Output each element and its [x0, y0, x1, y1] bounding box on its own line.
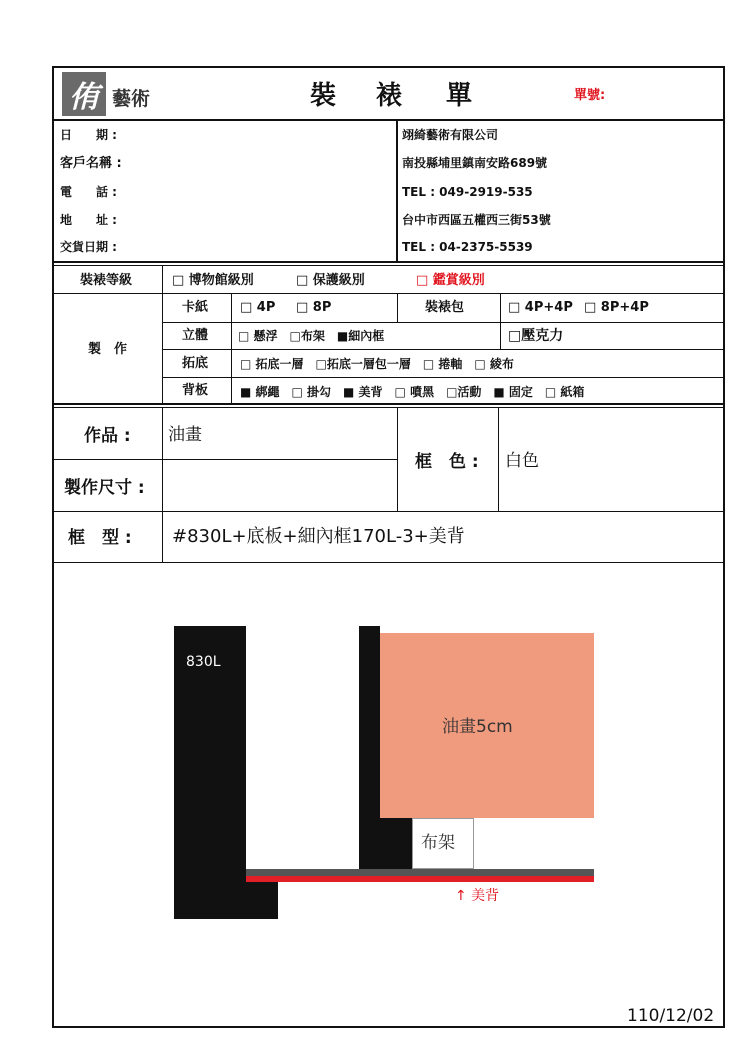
date-label: 日 期 : — [60, 128, 117, 142]
frame-color-label: 框 色 : — [415, 452, 479, 472]
logo-text: 藝術 — [112, 88, 151, 110]
company-name: 翊綺藝術有限公司 — [402, 128, 499, 142]
divider — [52, 407, 725, 408]
phone-label: 電 話 : — [60, 185, 117, 199]
pack-label: 裝裱包 — [425, 300, 465, 315]
form-title-char-1: 裝 — [310, 81, 337, 111]
cloth-label: 布架 — [421, 833, 455, 853]
divider — [162, 349, 725, 350]
acrylic-option[interactable]: □壓克力 — [508, 328, 564, 344]
card-option-4p[interactable]: □ 4P — [240, 300, 276, 315]
artwork-value[interactable]: 油畫 — [168, 425, 202, 445]
frame-830l-foot — [246, 880, 278, 919]
address-label: 地 址 : — [60, 213, 117, 227]
frame-type-label: 框 型 : — [68, 528, 132, 548]
divider — [52, 119, 725, 121]
divider — [162, 322, 725, 323]
back-label: 背板 — [182, 383, 209, 398]
card-label: 卡紙 — [182, 300, 209, 315]
customer-label: 客戶名稱 : — [60, 156, 122, 171]
divider — [162, 408, 163, 563]
divider — [52, 293, 725, 294]
logo-mark: 侑 — [62, 72, 106, 116]
divider — [52, 261, 725, 263]
divider — [52, 511, 725, 512]
card-option-8p[interactable]: □ 8P — [296, 300, 332, 315]
company-address-2: 台中市西區五權西三街53號 — [402, 213, 551, 227]
rubbing-options[interactable]: □ 拓底一層 □拓底一層包一層 □ 捲軸 □ 綾布 — [240, 357, 514, 371]
divider — [397, 408, 398, 512]
frame-type-value[interactable]: #830L+底板+細內框170L-3+美背 — [172, 526, 465, 547]
painting-label: 油畫5cm — [442, 717, 513, 737]
form-title-char-3: 單 — [446, 81, 473, 111]
grade-option-appreciation[interactable]: □ 鑑賞級別 — [416, 273, 485, 288]
divider — [397, 294, 398, 322]
divider — [498, 408, 499, 512]
delivery-date-label: 交貨日期 : — [60, 240, 117, 254]
company-address-1: 南投縣埔里鎮南安路689號 — [402, 156, 548, 170]
divider — [162, 265, 163, 404]
divider — [52, 459, 398, 460]
grade-option-museum[interactable]: □ 博物館級別 — [172, 273, 254, 288]
inner-frame-profile — [359, 626, 380, 870]
form-date: 110/12/02 — [627, 1006, 715, 1026]
pack-option-8p4p[interactable]: □ 8P+4P — [584, 300, 649, 315]
company-tel-2: TEL : 04-2375-5539 — [402, 240, 533, 254]
inner-frame-step — [380, 818, 412, 870]
grade-label: 裝裱等級 — [80, 273, 133, 288]
divider — [52, 562, 725, 563]
size-label: 製作尺寸 : — [64, 478, 145, 498]
form-title-char-2: 裱 — [376, 81, 403, 111]
divider — [396, 120, 398, 262]
solid-label: 立體 — [182, 328, 209, 343]
production-label: 製 作 — [88, 342, 128, 357]
beauty-backing — [246, 876, 594, 882]
grade-option-protection[interactable]: □ 保護級別 — [296, 273, 365, 288]
frame-color-value[interactable]: 白色 — [505, 451, 539, 471]
divider — [52, 403, 725, 405]
frame-code-label: 830L — [186, 654, 221, 670]
back-options[interactable]: ■ 綁繩 □ 掛勾 ■ 美背 □ 噴黑 □活動 ■ 固定 □ 紙箱 — [240, 385, 585, 399]
solid-options[interactable]: □ 懸浮 □布架 ■細內框 — [238, 329, 385, 343]
artwork-label: 作品 : — [84, 426, 131, 446]
company-tel-1: TEL : 049-2919-535 — [402, 185, 533, 199]
backing-label: ↑ 美背 — [455, 888, 500, 904]
back-board — [246, 869, 594, 876]
pack-option-4p4p[interactable]: □ 4P+4P — [508, 300, 573, 315]
divider — [162, 377, 725, 378]
order-number-label: 單號: — [574, 88, 606, 103]
rubbing-label: 拓底 — [182, 356, 209, 371]
divider — [52, 265, 725, 266]
